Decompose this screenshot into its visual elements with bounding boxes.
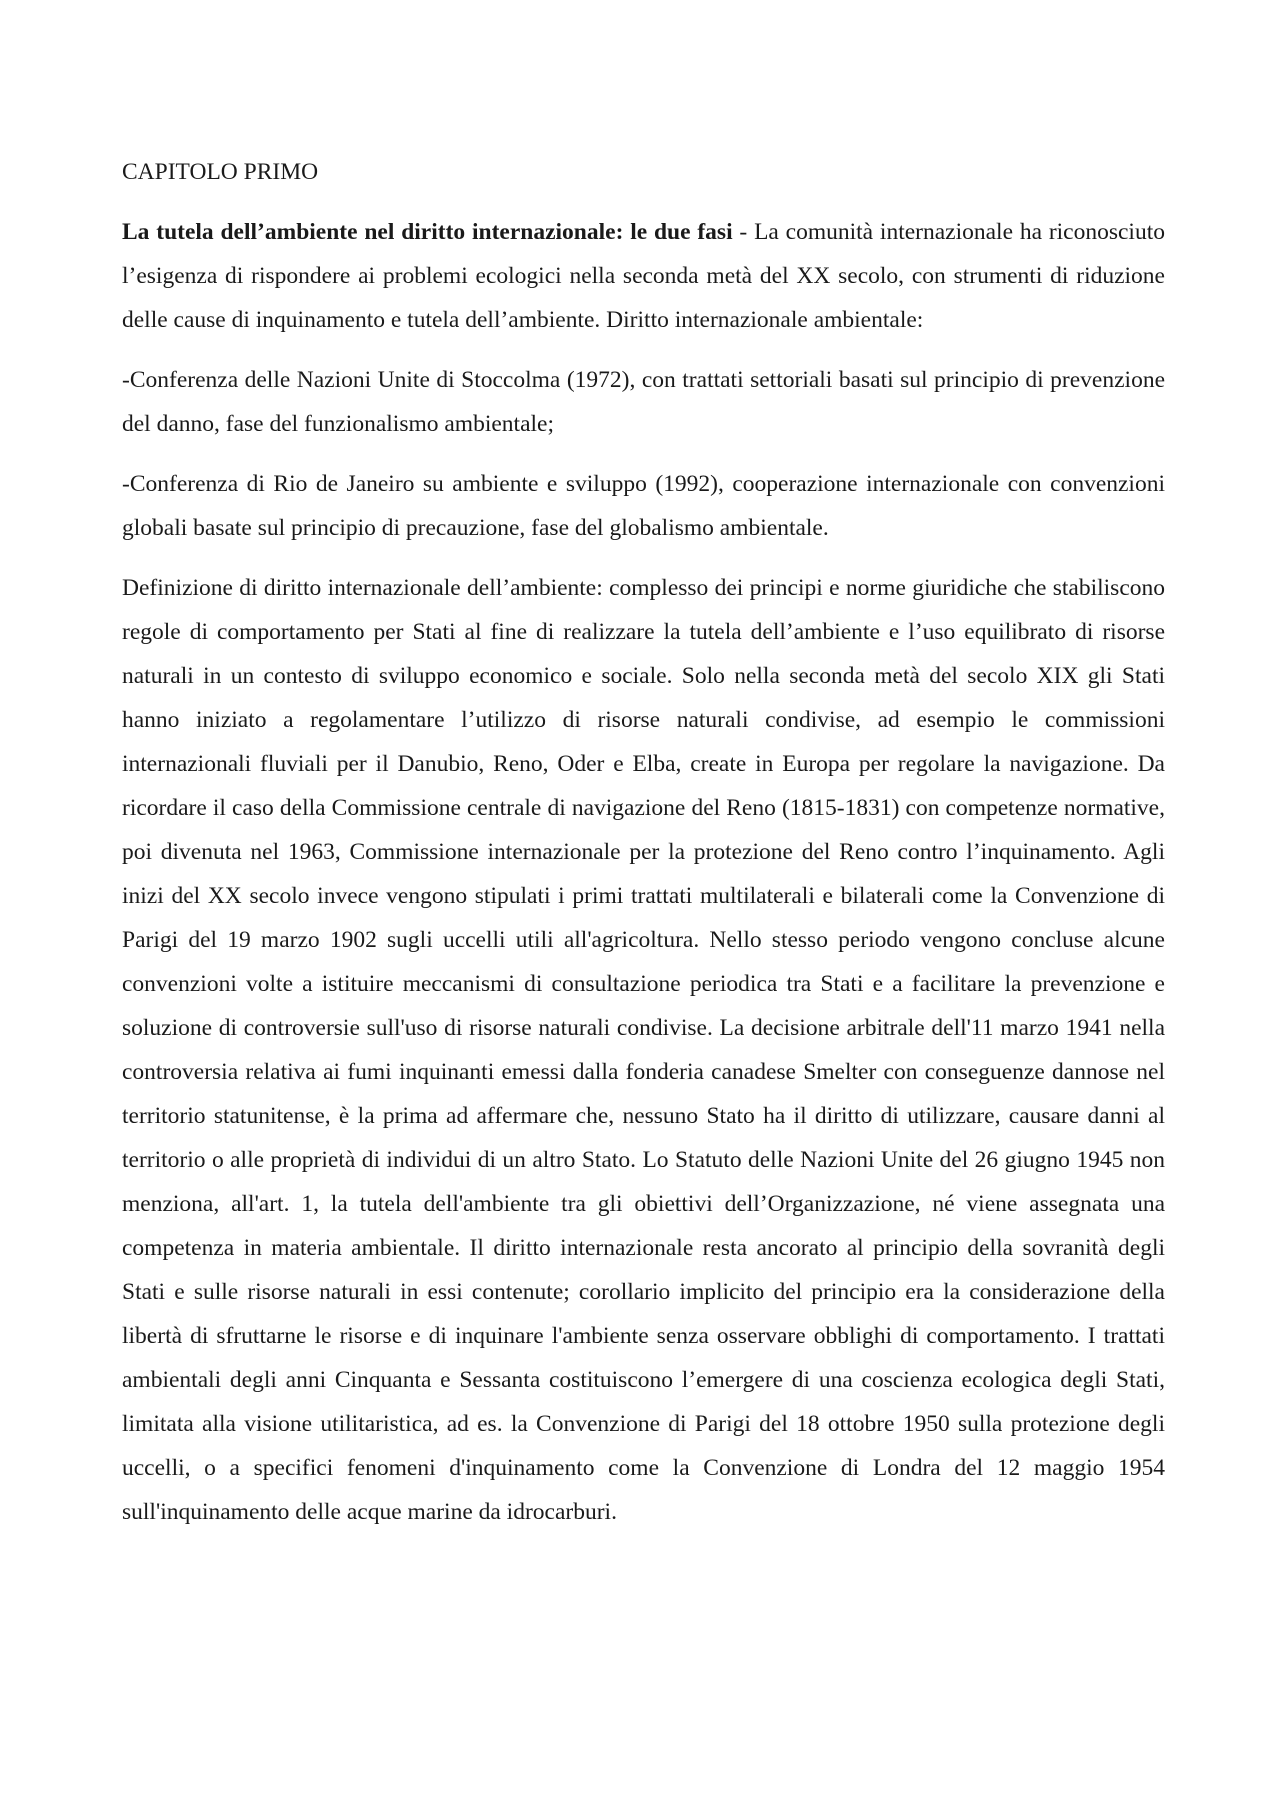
document-page — [122, 150, 1165, 1550]
phase-2-paragraph: -Conferenza di Rio de Janeiro su ambiente e sviluppo (1992), cooperazione internazionale con convenzioni globali basate sul principio di precauzione, fase del globalismo ambientale. — [122, 471, 1165, 541]
section-title-separator: - — [732, 219, 755, 245]
section-title: La tutela dell’ambiente nel diritto internazionale: le due fasi — [122, 219, 733, 245]
intro-paragraph — [122, 210, 1165, 342]
phase-1-paragraph: -Conferenza delle Nazioni Unite di Stoccolma (1972), con trattati settoriali basati sul principio di prevenzione del danno, fase del funzionalismo ambientale; — [122, 367, 1165, 437]
chapter-heading: CAPITOLO PRIMO — [122, 159, 319, 185]
intro-text: La comunità internazionale ha riconosciuto l’esigenza di rispondere ai problemi ecologici nella seconda metà del XX secolo, con strumenti di riduzione delle cause di inquinamento e tutela dell’ambiente. Diritto internazionale ambientale: — [122, 219, 1165, 333]
definition-paragraph: Definizione di diritto internazionale dell’ambiente: complesso dei principi e norme giuridiche che stabiliscono regole di comportamento per Stati al fine di realizzare la tutela dell’ambiente e l’uso equilibrato di risorse naturali in un contesto di sviluppo economico e sociale. Solo nella seconda metà del secolo XIX gli Stati hanno iniziato a regolamentare l’utilizzo di risorse naturali condivise, ad esempio le commissioni internazionali fluviali per il Danubio, Reno, Oder e Elba, create in Europa per regolare la navigazione. Da ricordare il caso della Commissione centrale di navigazione del Reno (1815-1831) con competenze normative, poi divenuta nel 1963, Commissione internazionale per la protezione del Reno contro l’inquinamento. Agli inizi del XX secolo invece vengono stipulati i primi trattati multilaterali e bilaterali come la Convenzione di Parigi del 19 marzo 1902 sugli uccelli utili all'agricoltura. Nello stesso periodo vengono concluse alcune convenzioni volte a istituire meccanismi di consultazione periodica tra Stati e a facilitare la prevenzione e soluzione di controversie sull'uso di risorse naturali condivise. La decisione arbitrale dell'11 marzo 1941 nella controversia relativa ai fumi inquinanti emessi dalla fonderia canadese Smelter con conseguenze dannose nel territorio statunitense, è la prima ad affermare che, nessuno Stato ha il diritto di utilizzare, causare danni al territorio o alle proprietà di individui di un altro Stato. Lo Statuto delle Nazioni Unite del 26 giugno 1945 non menziona, all'art. 1, la tutela dell'ambiente tra gli obiettivi dell’Organizzazione, né viene assegnata una competenza in materia ambientale. Il diritto internazionale resta ancorato al principio della sovranità degli Stati e sulle risorse naturali in essi contenute; corollario implicito del principio era la considerazione della libertà di sfruttarne le risorse e di inquinare l'ambiente senza osservare obblighi di comportamento. I trattati ambientali degli anni Cinquanta e Sessanta costituiscono l’emergere di una coscienza ecologica degli Stati, limitata alla visione utilitaristica, ad es. la Convenzione di Parigi del 18 ottobre 1950 sulla protezione degli uccelli, o a specifici fenomeni d'inquinamento come la Convenzione di Londra del 12 maggio 1954 sull'inquinamento delle acque marine da idrocarburi. — [122, 575, 1165, 1525]
